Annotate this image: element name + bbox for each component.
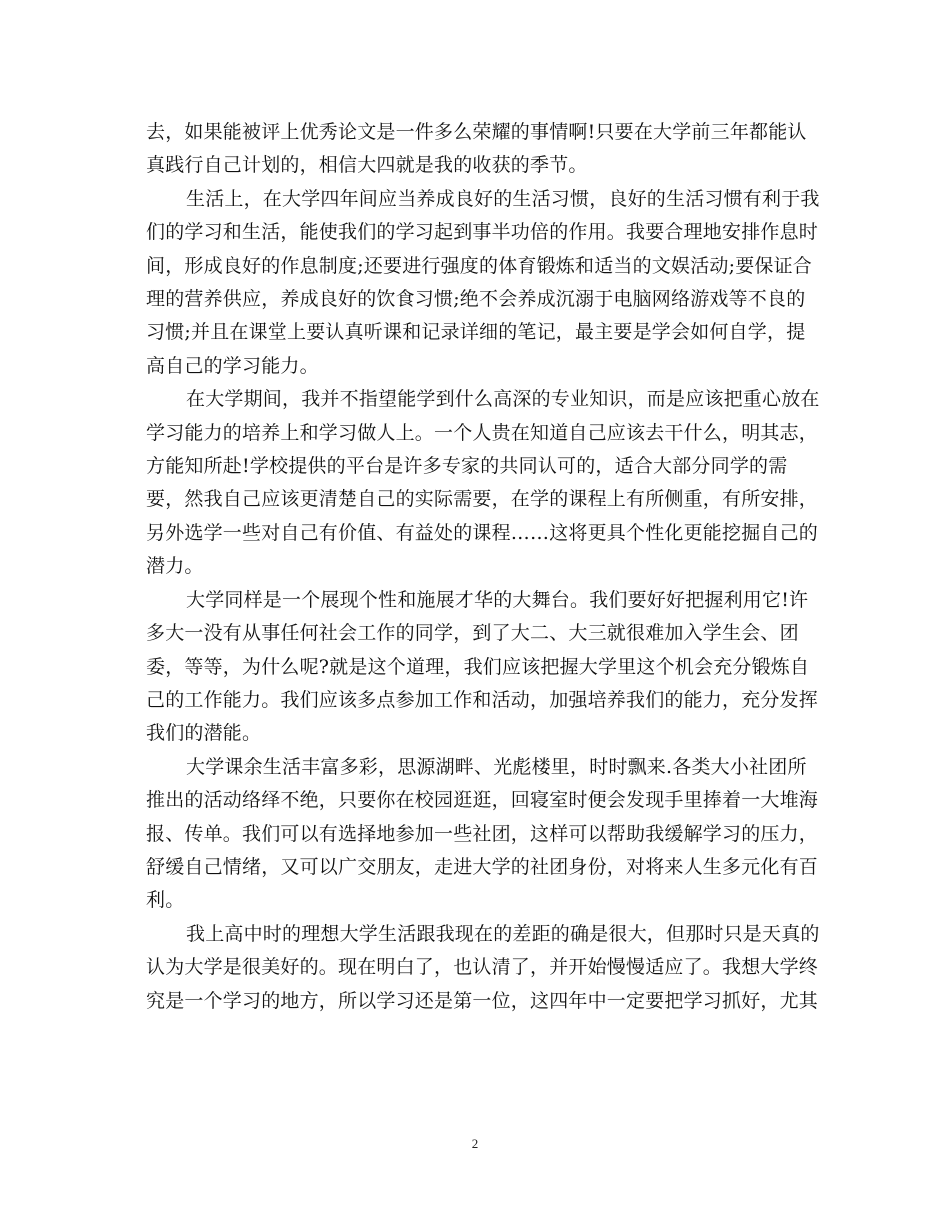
text-line: 在大学期间，我并不指望能学到什么高深的专业知识，而是应该把重心放在 [186, 388, 820, 411]
text-line: 方能知所赴!学校提供的平台是许多专家的共同认可的，适合大部分同学的需 [146, 455, 788, 478]
paragraph-6 [146, 918, 820, 1018]
text-line: 报、传单。我们可以有选择地参加一些社团，这样可以帮助我缓解学习的压力， [146, 822, 819, 845]
text-line: 真践行自己计划的，相信大四就是我的收获的季节。 [146, 154, 588, 177]
text-line: 们的学习和生活，能使我们的学习起到事半功倍的作用。我要合理地安排作息时 [146, 221, 819, 244]
text-line: 委，等等，为什么呢?就是这个道理，我们应该把握大学里这个机会充分锻炼自 [146, 655, 810, 678]
text-line: 大学同样是一个展现个性和施展才华的大舞台。我们要好好把握利用它!许 [186, 588, 809, 611]
text-line: 大学课余生活丰富多彩，思源湖畔、光彪楼里，时时飘来.各类大小社团所 [186, 755, 807, 778]
text-line: 生活上，在大学四年间应当养成良好的生活习惯，良好的生活习惯有利于我 [186, 187, 820, 210]
text-line: 理的营养供应，养成良好的饮食习惯;绝不会养成沉溺于电脑网络游戏等不良的 [146, 288, 806, 311]
paragraph-2 [146, 183, 820, 383]
paragraph-3 [146, 383, 820, 583]
text-line: 去，如果能被评上优秀论文是一件多么荣耀的事情啊!只要在大学前三年都能认 [146, 121, 807, 143]
text-line: 我上高中时的理想大学生活跟我现在的差距的确是很大，但那时只是天真的 [186, 922, 820, 945]
text-line: 究是一个学习的地方，所以学习还是第一位，这四年中一定要把学习抓好，尤其 [146, 989, 819, 1012]
text-line: 高自己的学习能力。 [146, 354, 319, 377]
text-line: 认为大学是很美好的。现在明白了，也认清了，并开始慢慢适应了。我想大学终 [146, 956, 819, 979]
text-line: 我们的潜能。 [146, 722, 262, 745]
text-line: 己的工作能力。我们应该多点参加工作和活动，加强培养我们的能力，充分发挥 [146, 688, 819, 711]
text-line: 要，然我自己应该更清楚自己的实际需要，在学的课程上有所侧重，有所安排， [146, 488, 819, 511]
text-line: 间，形成良好的作息制度;还要进行强度的体育锻炼和适当的文娱活动;要保证合 [146, 254, 813, 277]
paragraph-1 [146, 116, 806, 183]
text-line: 推出的活动络绎不绝，只要你在校园逛逛，回寝室时便会发现手里捧着一大堆海 [146, 789, 819, 812]
document-body [146, 116, 820, 1018]
paragraph-4 [146, 584, 819, 751]
text-line: 利。 [146, 889, 185, 912]
text-line: 多大一没有从事任何社会工作的同学，到了大二、大三就很难加入学生会、团 [146, 622, 799, 645]
paragraph-5 [146, 751, 819, 918]
text-line: 习惯;并且在课堂上要认真听课和记录详细的笔记，最主要是学会如何自学，提 [146, 321, 806, 344]
text-line: 舒缓自己情绪，又可以广交朋友，走进大学的社团身份，对将来人生多元化有百 [146, 855, 819, 878]
text-line: 学习能力的培养上和学习做人上。一个人贵在知道自己应该去干什么，明其志， [146, 421, 819, 444]
text-line: 潜力。 [146, 555, 204, 578]
text-line: 另外选学一些对自己有价值、有益处的课程……这将更具个性化更能挖掘自己的 [146, 521, 819, 544]
page-number: 2 [471, 1136, 479, 1151]
